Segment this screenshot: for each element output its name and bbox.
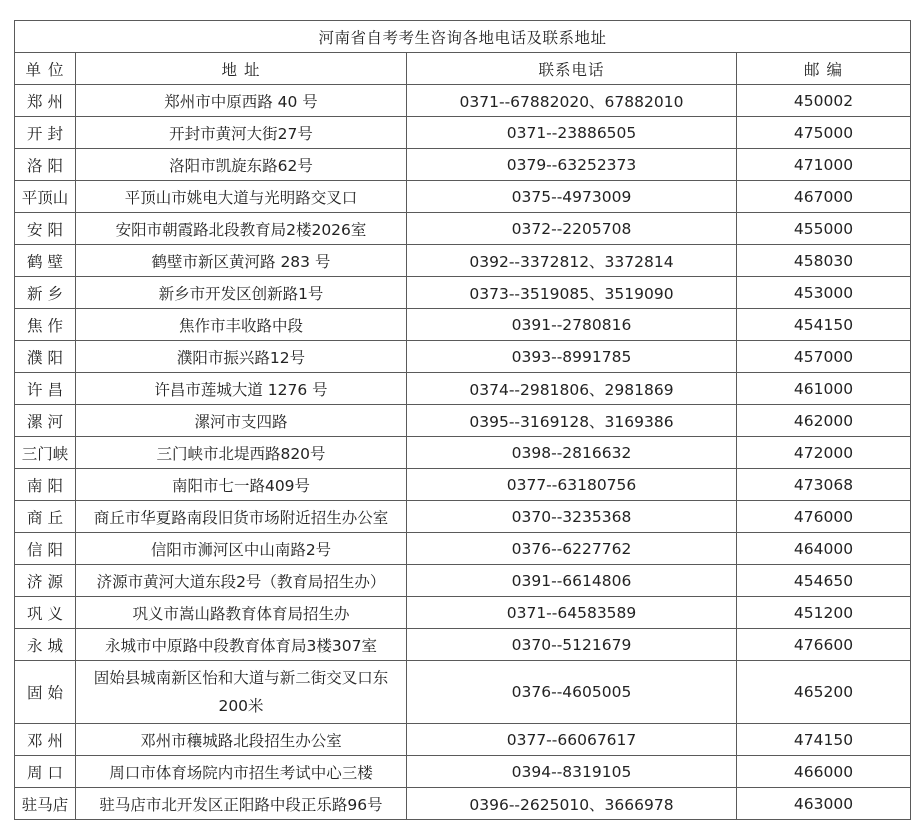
cell-address: 信阳市浉河区中山南路2号: [76, 533, 407, 565]
cell-phone: 0371--67882020、67882010: [407, 85, 737, 117]
table-header-row: [15, 53, 911, 85]
cell-unit: 安 阳: [15, 213, 76, 245]
cell-address: 开封市黄河大街27号: [76, 117, 407, 149]
cell-postcode: 474150: [737, 724, 911, 756]
table-row: [15, 85, 911, 117]
cell-phone: 0371--23886505: [407, 117, 737, 149]
cell-postcode: 465200: [737, 661, 911, 724]
cell-address: 驻马店市北开发区正阳路中段正乐路96号: [76, 788, 407, 820]
cell-unit: 南 阳: [15, 469, 76, 501]
table-row: [15, 405, 911, 437]
cell-address: 鹤壁市新区黄河路 283 号: [76, 245, 407, 277]
cell-phone: 0392--3372812、3372814: [407, 245, 737, 277]
cell-address: 邓州市穰城路北段招生办公室: [76, 724, 407, 756]
cell-phone: 0377--66067617: [407, 724, 737, 756]
table-row: [15, 181, 911, 213]
cell-postcode: 461000: [737, 373, 911, 405]
cell-address: 平顶山市姚电大道与光明路交叉口: [76, 181, 407, 213]
cell-phone: 0393--8991785: [407, 341, 737, 373]
cell-unit: 三门峡: [15, 437, 76, 469]
cell-postcode: 464000: [737, 533, 911, 565]
table-row: [15, 724, 911, 756]
cell-postcode: 450002: [737, 85, 911, 117]
cell-address: 巩义市嵩山路教育体育局招生办: [76, 597, 407, 629]
table-row: [15, 437, 911, 469]
cell-phone: 0377--63180756: [407, 469, 737, 501]
cell-address: 商丘市华夏路南段旧货市场附近招生办公室: [76, 501, 407, 533]
cell-unit: 漯 河: [15, 405, 76, 437]
cell-postcode: 458030: [737, 245, 911, 277]
cell-phone: 0394--8319105: [407, 756, 737, 788]
cell-unit: 驻马店: [15, 788, 76, 820]
table-title: 河南省自考考生咨询各地电话及联系地址: [15, 21, 911, 53]
header-postcode: 邮 编: [737, 53, 911, 85]
cell-unit: 巩 义: [15, 597, 76, 629]
cell-address: 固始县城南新区怡和大道与新二街交叉口东200米: [76, 661, 407, 724]
table-row: [15, 629, 911, 661]
cell-postcode: 472000: [737, 437, 911, 469]
cell-postcode: 476000: [737, 501, 911, 533]
table-row: [15, 501, 911, 533]
cell-address: 济源市黄河大道东段2号（教育局招生办）: [76, 565, 407, 597]
cell-postcode: 454150: [737, 309, 911, 341]
cell-postcode: 475000: [737, 117, 911, 149]
cell-address: 焦作市丰收路中段: [76, 309, 407, 341]
cell-unit: 洛 阳: [15, 149, 76, 181]
cell-address: 洛阳市凯旋东路62号: [76, 149, 407, 181]
cell-phone: 0376--4605005: [407, 661, 737, 724]
table-row: [15, 309, 911, 341]
cell-unit: 济 源: [15, 565, 76, 597]
cell-postcode: 462000: [737, 405, 911, 437]
cell-unit: 新 乡: [15, 277, 76, 309]
cell-phone: 0370--5121679: [407, 629, 737, 661]
table-row: [15, 469, 911, 501]
cell-address: 漯河市支四路: [76, 405, 407, 437]
cell-unit: 商 丘: [15, 501, 76, 533]
cell-phone: 0371--64583589: [407, 597, 737, 629]
cell-unit: 郑 州: [15, 85, 76, 117]
table-row: [15, 756, 911, 788]
cell-address: 新乡市开发区创新路1号: [76, 277, 407, 309]
cell-postcode: 463000: [737, 788, 911, 820]
cell-unit: 邓 州: [15, 724, 76, 756]
header-address: 地 址: [76, 53, 407, 85]
cell-unit: 焦 作: [15, 309, 76, 341]
table-row: [15, 213, 911, 245]
cell-unit: 周 口: [15, 756, 76, 788]
cell-postcode: 453000: [737, 277, 911, 309]
cell-postcode: 471000: [737, 149, 911, 181]
cell-unit: 鹤 壁: [15, 245, 76, 277]
cell-postcode: 454650: [737, 565, 911, 597]
cell-phone: 0379--63252373: [407, 149, 737, 181]
table-row: [15, 117, 911, 149]
cell-address: 郑州市中原西路 40 号: [76, 85, 407, 117]
cell-unit: 平顶山: [15, 181, 76, 213]
table-row: [15, 341, 911, 373]
header-phone: 联系电话: [407, 53, 737, 85]
contact-table: [14, 20, 911, 820]
table-row: [15, 565, 911, 597]
cell-unit: 永 城: [15, 629, 76, 661]
cell-postcode: 457000: [737, 341, 911, 373]
cell-phone: 0376--6227762: [407, 533, 737, 565]
cell-phone: 0370--3235368: [407, 501, 737, 533]
cell-postcode: 473068: [737, 469, 911, 501]
table-row: [15, 597, 911, 629]
cell-phone: 0398--2816632: [407, 437, 737, 469]
table-row: [15, 788, 911, 820]
cell-postcode: 451200: [737, 597, 911, 629]
table-row: [15, 245, 911, 277]
cell-phone: 0372--2205708: [407, 213, 737, 245]
cell-unit: 信 阳: [15, 533, 76, 565]
table-row: [15, 661, 911, 724]
cell-address: 周口市体育场院内市招生考试中心三楼: [76, 756, 407, 788]
cell-phone: 0391--2780816: [407, 309, 737, 341]
cell-unit: 许 昌: [15, 373, 76, 405]
cell-address: 安阳市朝霞路北段教育局2楼2026室: [76, 213, 407, 245]
cell-unit: 濮 阳: [15, 341, 76, 373]
header-unit: 单 位: [15, 53, 76, 85]
cell-address: 永城市中原路中段教育体育局3楼307室: [76, 629, 407, 661]
cell-postcode: 455000: [737, 213, 911, 245]
table-row: [15, 373, 911, 405]
cell-postcode: 476600: [737, 629, 911, 661]
cell-unit: 开 封: [15, 117, 76, 149]
cell-address: 许昌市莲城大道 1276 号: [76, 373, 407, 405]
table-title-row: [15, 21, 911, 53]
cell-postcode: 467000: [737, 181, 911, 213]
table-row: [15, 533, 911, 565]
table-body: [15, 21, 911, 820]
cell-address: 南阳市七一路409号: [76, 469, 407, 501]
cell-phone: 0396--2625010、3666978: [407, 788, 737, 820]
table-row: [15, 149, 911, 181]
cell-address: 三门峡市北堤西路820号: [76, 437, 407, 469]
cell-address: 濮阳市振兴路12号: [76, 341, 407, 373]
cell-phone: 0373--3519085、3519090: [407, 277, 737, 309]
cell-postcode: 466000: [737, 756, 911, 788]
cell-unit: 固 始: [15, 661, 76, 724]
cell-phone: 0375--4973009: [407, 181, 737, 213]
cell-phone: 0391--6614806: [407, 565, 737, 597]
cell-phone: 0374--2981806、2981869: [407, 373, 737, 405]
cell-phone: 0395--3169128、3169386: [407, 405, 737, 437]
table-row: [15, 277, 911, 309]
